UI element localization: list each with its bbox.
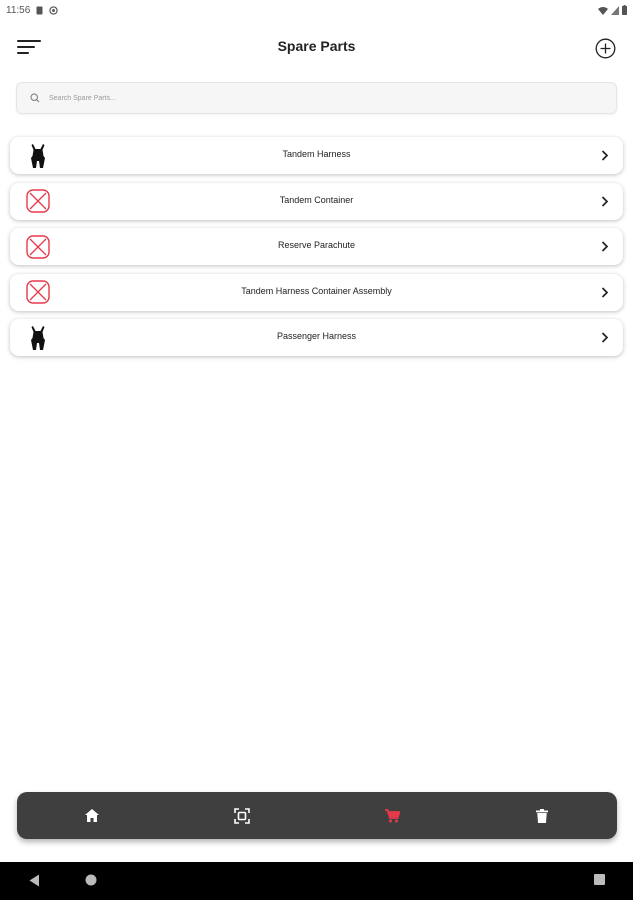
list-item[interactable] <box>10 183 623 220</box>
recents-icon[interactable] <box>594 874 605 885</box>
list-item[interactable] <box>10 228 623 265</box>
trash-icon <box>536 809 548 823</box>
home-circle-icon[interactable] <box>85 874 97 886</box>
nav-delete-button[interactable] <box>522 792 562 839</box>
battery-icon <box>622 5 627 15</box>
app-bar <box>0 28 633 68</box>
cart-icon <box>385 809 400 823</box>
nav-scan-button[interactable] <box>222 792 262 839</box>
search-input[interactable] <box>49 95 589 102</box>
system-nav-bar <box>0 862 633 900</box>
back-icon[interactable] <box>29 874 40 887</box>
list-item[interactable] <box>10 137 623 174</box>
at-sign-icon <box>49 6 58 15</box>
status-time: 11:56 <box>6 4 31 16</box>
chevron-right-icon <box>601 241 609 252</box>
sim-icon <box>36 6 43 15</box>
add-button[interactable] <box>595 38 616 59</box>
parts-list <box>10 137 623 365</box>
page-title: Spare Parts <box>277 38 356 54</box>
list-item-label: Tandem Container <box>279 194 354 205</box>
list-item-label: Reserve Parachute <box>277 240 356 250</box>
list-item-label: Tandem Harness <box>282 149 351 159</box>
chevron-right-icon <box>601 150 609 161</box>
chevron-right-icon <box>601 196 609 207</box>
list-item-label: Tandem Harness Container Assembly <box>241 285 392 296</box>
bottom-nav <box>17 792 617 839</box>
search-icon <box>30 93 40 103</box>
wifi-icon <box>598 6 608 15</box>
list-item-label: Passenger Harness <box>276 331 357 341</box>
home-icon <box>85 809 99 822</box>
list-item[interactable] <box>10 319 623 356</box>
nav-home-button[interactable] <box>72 792 112 839</box>
chevron-right-icon <box>601 332 609 343</box>
status-bar <box>0 0 633 20</box>
scan-icon <box>234 808 250 824</box>
chevron-right-icon <box>601 287 609 298</box>
nav-cart-button[interactable] <box>372 792 412 839</box>
list-item[interactable] <box>10 274 623 311</box>
search-bar <box>16 82 617 114</box>
signal-icon <box>611 6 619 15</box>
